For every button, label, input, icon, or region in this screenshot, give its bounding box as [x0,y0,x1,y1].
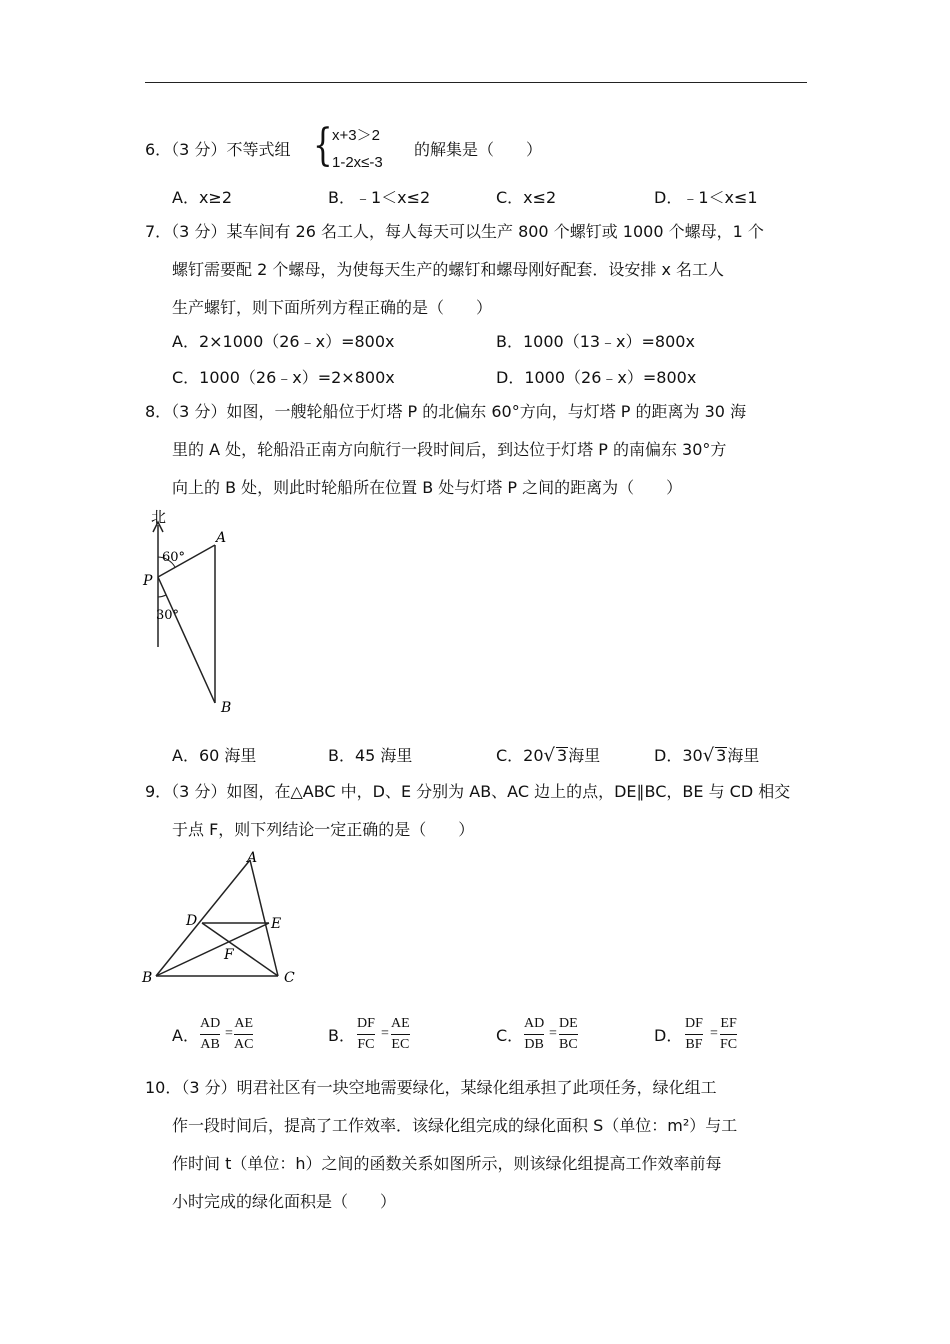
fraction-numerator: EF [720,1016,737,1031]
q9-option-d-left-fraction [685,1016,703,1053]
q7-option-a[interactable]: A．2×1000（26﹣x）=800x [172,332,395,351]
q7-stem-line-3: 生产螺钉，则下面所列方程正确的是（ ） [172,298,493,317]
q8-option-c[interactable] [496,746,600,766]
q9-figure [138,846,308,991]
q9-point-f-label: F [224,947,234,963]
fraction-denominator: EC [391,1037,410,1052]
q9-point-b-label: B [142,970,153,986]
fraction-numerator: DF [685,1016,703,1031]
q10-stem-line-3: 作时间 t（单位：h）之间的函数关系如图所示，则该绿化组提高工作效率前每 [172,1154,722,1173]
fraction-numerator: DF [357,1016,375,1031]
fraction-numerator: DE [559,1016,578,1031]
fraction-numerator: AE [234,1016,254,1031]
fraction-denominator: BC [559,1037,578,1052]
q6-system-line-2: 1-2x≤-3 [332,154,383,171]
q6-brace: { [313,120,333,171]
q9-point-a-label: A [247,850,258,866]
q8-point-a-label: A [216,530,227,546]
q8-option-d[interactable] [654,746,759,766]
fraction-numerator: AE [391,1016,410,1031]
q8-option-d-coef: D．30 [654,746,703,765]
q6-stem: 6．（3 分）不等式组 [145,140,291,159]
q9-point-e-label: E [271,916,282,932]
q9-option-c-equals: = [549,1026,557,1041]
q9-option-a-equals: = [225,1026,233,1041]
fraction-bar [685,1034,703,1035]
q8-point-p-label: P [143,573,153,589]
q9-option-b-label: B． [328,1026,355,1045]
q9-option-c-label: C． [496,1026,524,1045]
q8-stem-line-1: 8．（3 分）如图，一艘轮船位于灯塔 P 的北偏东 60°方向，与灯塔 P 的距离为 30 海 [145,402,747,421]
q8-option-a[interactable]: A．60 海里 [172,746,257,765]
q8-north-label: 北 [151,508,167,526]
q9-segment-ab [156,860,250,976]
q10-stem-line-1: 10．（3 分）明君社区有一块空地需要绿化，某绿化组承担了此项任务，绿化组工 [145,1078,717,1097]
q10-stem-line-2: 作一段时间后，提高了工作效率．该绿化组完成的绿化面积 S（单位：m²）与工 [172,1116,738,1135]
q8-point-b-label: B [221,700,232,716]
q6-system-line-1: x+3＞2 [332,127,380,144]
q9-option-c[interactable] [496,1026,523,1046]
q9-option-a-left-fraction [200,1016,220,1053]
q9-stem-line-1: 9．（3 分）如图，在△ABC 中，D、E 分别为 AB、AC 边上的点，DE∥BC，BE 与 CD 相交 [145,782,791,801]
q7-option-b[interactable]: B．1000（13﹣x）=800x [496,332,695,351]
fraction-denominator: FC [357,1037,375,1052]
fraction-numerator: AD [200,1016,221,1031]
radical-icon: √ [543,745,556,766]
fraction-denominator: FC [720,1037,738,1052]
q9-option-d-label: D． [654,1026,683,1045]
q8-segment-pb [158,577,215,703]
fraction-bar [234,1034,253,1035]
header-rule [145,82,807,83]
q9-point-c-label: C [284,970,295,986]
fraction-denominator: DB [524,1037,544,1052]
q8-option-c-unit: 海里 [568,746,601,765]
q9-option-b[interactable] [328,1026,355,1046]
q9-option-d[interactable] [654,1026,682,1046]
fraction-bar [357,1034,375,1035]
fraction-bar [524,1034,544,1035]
q8-figure [140,505,250,720]
q9-option-a-label: A． [172,1026,199,1045]
q9-option-c-left-fraction [524,1016,544,1053]
q9-option-b-equals: = [381,1026,389,1041]
fraction-bar [200,1034,220,1035]
radical-icon: √ [702,745,715,766]
q8-stem-line-3: 向上的 B 处，则此时轮船所在位置 B 处与灯塔 P 之间的距离为（ ） [172,478,683,497]
q9-option-a[interactable] [172,1026,199,1046]
q9-option-c-right-fraction [559,1016,578,1053]
q8-option-b[interactable]: B．45 海里 [328,746,413,765]
q9-option-b-left-fraction [357,1016,375,1053]
q8-angle-30-label: 30° [156,608,180,623]
fraction-bar [391,1034,410,1035]
fraction-denominator: AC [234,1037,254,1052]
q8-option-d-unit: 海里 [727,746,760,765]
q8-stem-line-2: 里的 A 处，轮船沿正南方向航行一段时间后，到达位于灯塔 P 的南偏东 30°方 [172,440,727,459]
q9-stem-line-2: 于点 F，则下列结论一定正确的是（ ） [172,820,475,839]
q6-option-b[interactable]: B．﹣1＜x≤2 [328,188,431,207]
q9-option-d-equals: = [710,1026,718,1041]
q10-stem-line-4: 小时完成的绿化面积是（ ） [172,1192,397,1211]
q6-option-a[interactable]: A．x≥2 [172,188,233,207]
q6-stem-tail: 的解集是（ ） [414,140,543,159]
fraction-bar [720,1034,737,1035]
q6-option-d[interactable]: D．﹣1＜x≤1 [654,188,758,207]
fraction-denominator: BF [685,1037,703,1052]
q8-option-d-radicand: 3 [716,746,727,765]
fraction-denominator: AB [200,1037,220,1052]
q9-point-d-label: D [186,913,198,929]
q8-option-c-coef: C．20 [496,746,544,765]
q9-option-b-right-fraction [391,1016,410,1053]
q8-angle-arc-30 [158,595,166,597]
q9-option-a-right-fraction [234,1016,253,1053]
q7-stem-line-1: 7．（3 分）某车间有 26 名工人，每人每天可以生产 800 个螺钉或 1000 个螺母，1 个 [145,222,764,241]
q6-option-c[interactable]: C．x≤2 [496,188,557,207]
q7-option-d[interactable]: D．1000（26﹣x）=800x [496,368,697,387]
q7-stem-line-2: 螺钉需要配 2 个螺母，为使每天生产的螺钉和螺母刚好配套．设安排 x 名工人 [172,260,724,279]
q7-option-c[interactable]: C．1000（26﹣x）=2×800x [172,368,395,387]
fraction-numerator: AD [524,1016,545,1031]
q8-option-c-radicand: 3 [557,746,568,765]
q9-option-d-right-fraction [720,1016,737,1053]
q8-angle-60-label: 60° [162,550,186,565]
fraction-bar [559,1034,578,1035]
